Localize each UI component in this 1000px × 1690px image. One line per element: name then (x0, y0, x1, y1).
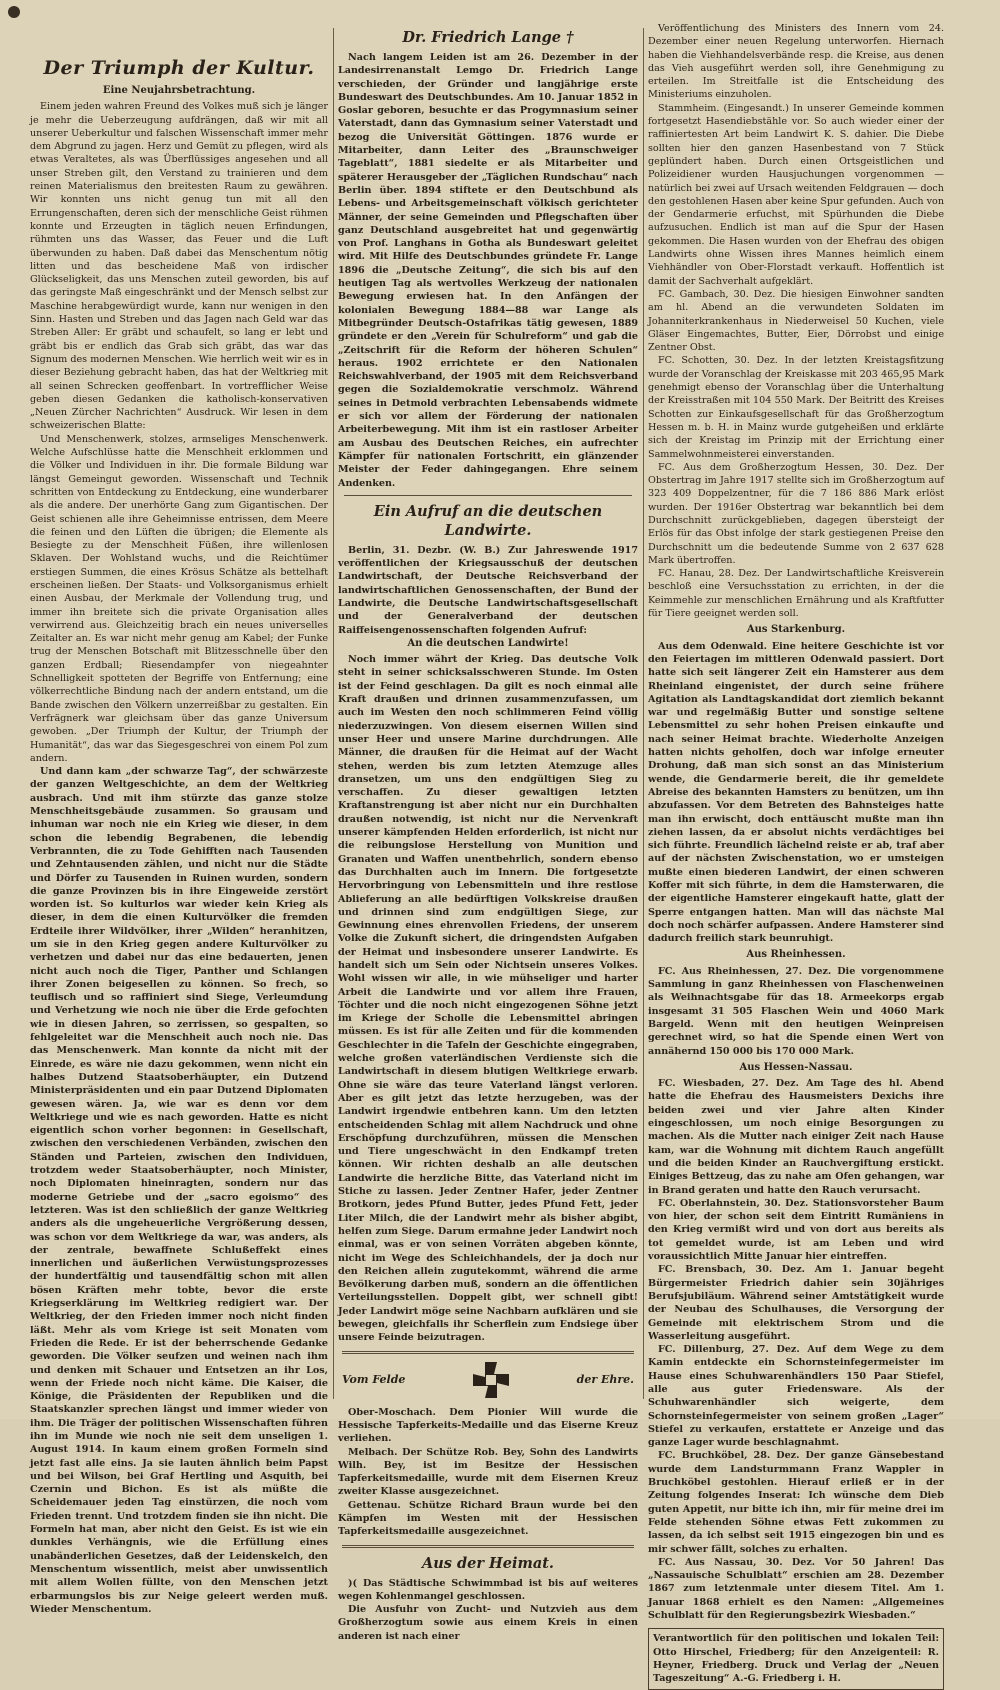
paragraph: FC. Bruchköbel, 28. Dez. Der ganze Gänsebestand wurde dem Landsturmmann Franz Wappler in Bruchköbel gestohlen. Hierauf erließ er in der Zeitung folgendes Inserat: Ich wünsche dem Dieb guten Appetit, nur bitte ich ihn, mir für meine drei im Felde stehenden Söhne etwas Fett zukommen zu lassen, da ich selbst seit 1915 eingezogen bin und es mir schwer fällt, solches zu erhalten. (648, 1450, 944, 1555)
section-heading: Aus Starkenburg. (746, 624, 846, 636)
article-title-aufruf: Ein Aufruf an die deutschen Landwirte. (373, 502, 603, 539)
paragraph: FC. Brensbach, 30. Dez. Am 1. Januar begeht Bürgermeister Friedrich dahier sein 30jähriges Berufsjubiläum. Während seiner Amtstätigkeit wurde der Neubau des Schulhauses, die Versorgung der Gemeinde mit elektrischem Strom und die Wasserleitung ausgeführt. (648, 1264, 944, 1342)
paragraph: Und Menschenwerk, stolzes, armseliges Menschenwerk. Welche Aufschlüsse hatte die Menschheit erklommen und die Völker und Individuen in ihr. Die formale Bildung war längst Gemeingut geworden. Wissenschaft und Technik schritten von Entdeckung zu Entdeckung, eine wunderbarer als die andere. Der unerhörte Gang zum Gigantischen. Der Geist schienen alle ihre Geheimnisse entrissen, dem Meere die feinen und den Lüften die übrigen; die Elemente als Besiegte zu der Menschheit Füßen, ihre willenlosen Sklaven. Der Wohlstand wuchs, und die Reichtümer erstiegen Summen, die eines Krösus Schätze als bettelhaft erscheinen ließen. Der Staats- und Volksorganismus erhielt einen Ausbau, der Merkmale der Vollendung trug, und immer ihn breitete sich die private Organisation alles verwirrend aus. Gleichzeitig brach ein neues universelles Zeitalter an. Es war nicht mehr genug am Kabel; der Funke trug der Menschen Botschaft mit Blitzesschnelle über den ganzen Erdball; Riesendampfer von niegeahnter Schnelligkeit spotteten der Begriffe von Entfernung; eine völkerrechtliche Bindung nach der andern entstand, um die Bande zwischen den Völkern unzerreißbar zu gestalten. Ein Verfrägnerk war gleichsam über das ganze Universum gewoben. „Der Triumph der Kultur, der Triumph der Humanität“, das war das Siegesgeschrei von einem Pol zum andern. (30, 433, 328, 764)
honor-heading-right: der Ehre. (576, 1372, 634, 1386)
paragraph: )( Das Städtische Schwimmbad ist bis auf weiteres wegen Kohlenmangel geschlossen. (338, 1577, 638, 1602)
paragraph: FC. Oberlahnstein, 30. Dez. Stationsvorsteher Baum von hier, der schon seit dem Eintritt Rumäniens in den Krieg vermißt wird und von dort aus bereits als tot gemeldet wurde, ist am Leben und wird voraussichtlich Mitte Januar hier eintreffen. (648, 1197, 944, 1263)
iron-cross-icon (471, 1360, 511, 1400)
paragraph: FC. Aus Nassau, 30. Dez. Vor 50 Jahren! Das „Nassauische Schulblatt“ erschien am 28. Dezember 1867 zum letztenmale unter diesem Titel. Am 1. Januar 1868 erhielt es den Namen: „Allgemeines Schulblatt für den Regierungsbezirk Wiesbaden.“ (648, 1556, 944, 1622)
divider (342, 1351, 634, 1354)
paragraph: Die Ausfuhr von Zucht- und Nutzvieh aus dem Großherzogtum sowie aus einem Kreis in einen anderen ist nach einer (338, 1604, 638, 1642)
paragraph: Berlin, 31. Dezbr. (W. B.) Zur Jahreswende 1917 veröffentlichen der Kriegsausschuß der deutschen Landwirtschaft, der Deutsche Reichsverband der landwirtschaftlichen Genossenschaften, der Bund der Landwirte, die Deutsche Landwirtschaftsgesellschaft und der Generalverband der deutschen Raiffeisengenossenschaften folgenden Aufruf: (338, 544, 638, 636)
divider (344, 495, 632, 496)
paragraph: Melbach. Der Schütze Rob. Bey, Sohn des Landwirts Wilh. Bey, ist im Besitze der Hessischen Tapferkeitsmedaille, wurde mit dem Eisernen Kreuz zweiter Klasse ausgezeichnet. (338, 1446, 638, 1498)
honor-heading-left: Vom Felde (342, 1372, 406, 1386)
paragraph: Aus dem Odenwald. Eine heitere Geschichte ist vor den Feiertagen im mittleren Odenwald passiert. Dort hatte sich seit längerer Zeit ein Hamsterer aus dem Rheinland eingenistet, der durch seine frühere Agitation als Landtagskandidat dort ziemlich bekannt war und regelmäßig Butter und sonstige seltene Lebensmittel zu sehr hohen Preisen einkaufte und nach seiner Heimat brachte. Wiederholte Anzeigen hatten nichts geholfen, doch war infolge erneuter Drohung, daß man sich sonst an das Ministerium wende, die Gendarmerie bereit, die ihr gemeldete Abreise des bekannten Hamsters zu benützen, um ihn abzufassen. Vor dem Betreten des Bahnsteiges hatte man ihn erwischt, doch enttäuscht mußte man ihn ziehen lassen, da er absolut nichts verdächtiges bei sich führte. Freundlich lächelnd reiste er ab, traf aber auf der nächsten Zwischenstation, wo er umsteigen mußte einen biederen Landwirt, der einen schweren Koffer mit sich führte, in dem die Hamsterwaren, die der eigentliche Hamsterer eingekauft hatte, glatt der Sperre entgangen hatten. Man will das nächste Mal doch noch schärfer aufpassen. Andere Hamsterer sind dadurch freilich stark beunruhigt. (648, 640, 944, 945)
punch-hole (8, 6, 20, 18)
paragraph: Gettenau. Schütze Richard Braun wurde bei den Kämpfen im Westen mit der Hessischen Tapferkeitsmedaille ausgezeichnet. (338, 1499, 638, 1538)
paragraph: Und dann kam „der schwarze Tag“, der schwärzeste der ganzen Weltgeschichte, an dem der Weltkrieg ausbrach. Und mit ihm stürzte das ganze stolze Menschheitsgebäude zusammen. So grausam und inhuman war noch nie ein Krieg wie dieser, in dem schon die lebendig Begrabenen, die lebendig Verbrannten, die zu Tode Gehifften nach Tausenden und Zehntausenden zählen, und nicht nur die Städte und Dörfer zu Tausenden in Ruinen wurden, sondern die ganze Provinzen bis in ihre Eingeweide zerstört worden ist. So kulturlos war wieder kein Krieg als dieser, in dem die einen Kulturvölker die fremden Erdteile ihrer Wildvölker, ihrer „Wilden“ heranhitzen, um sie in den Krieg gegen andere Kulturvölker zu verhetzen und dabei nur das eine bedauerten, jenen nicht auch noch die Tiger, Panther und Schlangen ihrer Zonen beigesellen zu können. So frech, so teuflisch und so raffiniert sind Siege, Verleumdung und Verhetzung wie noch nie über die Erde gefochten wie in diesen Jahren, so zerrissen, so gespalten, so fehlgeleitet war die Menschheit auch noch nie. Das das Menschenwerk. Man konnte da nicht mit der Einrede, es wäre nie dazu gekommen, wenn nicht ein halbes Dutzend Staatsoberhäupter, ein Dutzend Ministerpräsidenten und ein paar Dutzend Diplomaten gewesen wären. Ja, wie war es denn vor dem Weltkriege und wie es nach geworden. Hatte es nicht eigentlich schon vorher begonnen: in Gesellschaft, zwischen den verschiedenen Verbänden, zwischen den Ständen und Parteien, zwischen den Individuen, trotzdem weder Staatsoberhäupter, noch Minister, noch Diplomaten hineinragten, sondern nur das moderne Getriebe und der „sacro egoismo“ des letzteren. Was ist den schließlich der ganze Weltkrieg anders als die ungeheuerliche Vergrößerung dessen, was schon vor dem Weltkriege da war, was anders, als der zentrale, bewaffnete Schlußeffekt eines innerlichen und äußerlichen Verwüstungsprozesses der hundertfältig und tausendfältig schon mit allen bösen Kräften mehr tobte, bevor die erste Kriegserklärung im Weltkrieg redigiert war. Der Weltkrieg, der den Frieden immer noch nicht finden läßt. Mehr als vom Kriege ist seit Monaten vom Frieden die Rede. Er ist der beherrschende Gedanke geworden. Die Völker seufzen und weinen nach ihm und denken mit Schauer und Entsetzen an ihr Los, wenn der Friede noch nicht käme. Die Kaiser, die Könige, die Präsidenten der Republiken und die Staatskanzler sprechen längst und immer wieder von ihm. Die Träger der politischen Wissenschaften führen ihn im Munde wie noch nie seit dem unseligen 1. August 1914. In kaum einem großen Formeln sind jetzt fast alle eins. Ja sie lauten ähnlich beim Papst und bei Wilson, bei Graf Hertling und Asquith, bei Czernin und Bichon. Es ist als müßte die Scheidemauer jeden Tag einstürzen, die noch vom Frieden trennt. Und trotzdem finden sie ihn nicht. Die Formeln hat man, aber nicht den Geist. Es ist wie ein dunkles Verhängnis, wie die Erfüllung eines unabänderlichen Gesetzes, daß der Leidenskelch, den Menschentum wissentlich, meist aber unwissentlich mit allem Wollen füllte, von den Menschen jetzt erbarmungslos bis zur Neige geleert werden muß. Wieder Menschentum. (30, 766, 328, 1615)
paragraph: Nach langem Leiden ist am 26. Dezember in der Landesirrenanstalt Lemgo Dr. Friedrich Lange verschieden, der Gründer und langjährige erste Bundeswart des Deutschbundes. Am 10. Januar 1852 in Goslar geboren, besuchte er das Progymnasium seiner Vaterstadt, dann das Gymnasium seiner Vaterstadt und bezog die Universität Göttingen. 1876 wurde er Mitarbeiter, dann Leiter des „Braunschweiger Tageblatt“, 1881 siedelte er als Mitarbeiter und späterer Herausgeber der „Täglichen Rundschau“ nach Berlin über. 1894 stiftete er den Deutschbund als Lebens- und Arbeitsgemeinschaft völkisch gerichteter Männer, der seine Gemeinden und Pflegschaften über ganz Deutschland ausgebreitet hat und gegenwärtig von Prof. Langhans in Gotha als Bundeswart geleitet wird. Mit Hilfe des Deutschbundes gründete Fr. Lange 1896 die „Deutsche Zeitung“, die sich bis auf den heutigen Tag als wertvolles Werkzeug der nationalen Bewegung erwiesen hat. In den Anfängen der kolonialen Bewegung 1884—88 war Lange als Mitbegründer Deutsch-Ostafrikas tätig gewesen, 1889 gründete er den „Verein für Schulreform“ und gab die „Zeitschrift für die Reform der höheren Schulen“ heraus. 1902 errichtete er den Nationalen Reichswahlverband, der 1905 mit dem Reichsverband gegen die Sozialdemokratie verschmolz. Während seines in Detmold verbrachten Lebensabends widmete er sich vor allem der Förderung der nationalen Arbeiterbewegung. Mit ihm ist ein rastloser Arbeiter am Ausbau des Deutschen Reiches, ein aufrechter Kämpfer für nationalen Fortschritt, ein glänzender Meister der Feder dahingegangen. Ehre seinem Andenken. (338, 52, 638, 489)
paragraph: Noch immer währt der Krieg. Das deutsche Volk steht in seiner schicksalsschweren Stunde. Im Osten ist der Feind geschlagen. Da gilt es noch einmal alle Kraft draußen und drinnen zusammenzufassen, um auch im Westen den noch schlimmeren Feind völlig niederzuzwingen. Von diesem eisernen Willen sind unser Heer und unsere Marine durchdrungen. Alle Männer, die draußen für die Heimat auf der Wacht stehen, werden bis zum letzten Atemzuge alles dransetzen, um uns den endgültigen Sieg zu verschaffen. Zu dieser gewaltigen letzten Kraftanstrengung ist aber nicht nur ein Durchhalten draußen notwendig, ist nicht nur die Nervenkraft unserer kämpfenden Helden erforderlich, ist nicht nur die reibungslose Herstellung von Munition und Granaten und Waffen unentbehrlich, sondern ebenso das Durchhalten auch im Innern. Die fortgesetzte Hervorbringung von Lebensmitteln und ihre restlose Ablieferung an alle bedürftigen Volkskreise draußen und drinnen sind zum endgültigen Siege, zur Gewinnung eines ehrenvollen Friedens, der unserem Volke die Zukunft sichert, die dringendsten Aufgaben der Heimat und insbesondere unserer Landwirte. Es handelt sich um Sein oder Nichtsein unseres Volkes. Wohl wissen wir alle, in wie mühseliger und harter Arbeit die Landwirte und vor allem ihre Frauen, Töchter und die noch nicht eingezogenen Söhne jetzt im Kriege der Scholle die Lebensmittel abringen müssen. Es ist für alle Zeiten und für die kommenden Geschlechter in die Tafeln der Geschichte eingegraben, welche großen vaterländischen Verdienste sich die Landwirtschaft in diesem blutigen Weltkriege erwarb. Ohne sie wäre das teure Vaterland längst verloren. Aber es gilt jetzt das letzte herzugeben, was der Landwirt irgendwie entbehren kann. Um den letzten entscheidenden Schlag mit allem Nachdruck und ohne Erschöpfung durchzuführen, müssen die Menschen und Tiere ungeschwächt in den Endkampf treten können. Wir richten deshalb an alle deutschen Landwirte die herzliche Bitte, das Vaterland nicht im Stiche zu lassen. Jeder Zentner Hafer, jeder Zentner Brotkorn, jedes Pfund Butter, jedes Pfund Fett, jeder Liter Milch, die der Landwirt mehr als bisher abgibt, helfen zum Siege. Darum ermahne jeder Landwirt noch einmal, was er von seinen Vorräten abgeben könnte, nicht im Wege des Schleichhandels, der ja doch nur den Reichen allein zugutekommt, während die arme Bevölkerung darben muß, sondern an die öffentlichen Verteilungsstellen. Doppelt gibt, wer schnell gibt! Jeder Landwirt möge seine Nachbarn aufklären und sie bewegen, gleichfalls ihr Scherflein zum Endsiege über unsere Feinde beizutragen. (338, 654, 638, 1344)
divider (342, 1545, 634, 1548)
paragraph: Stammheim. (Eingesandt.) In unserer Gemeinde kommen fortgesetzt Hasendiebstähle vor. So auch wieder einer der raffiniertesten Art beim Landwirt K. S. dahier. Die Diebe sollten hier den ganzen Hasenbestand von 7 Stück geplündert haben. Durch einen Ortsgeistlichen und Polizeidiener wurden Hausjuchungen vorgenommen — natürlich bei zwei auf Ursach weitenden Feldgrauen — doch den gestohlenen Hasen aber keine Spur gefunden. Auch von der Gendarmerie erfuchst, mit Spürhunden die Diebe aufzusuchen. Endlich ist man auf die Spur der Hasen gekommen. Die Hasen wurden von der Ehefrau des obigen Landwirts ohne Wissen ihres Mannes heimlich einem Viehhändler von Ober-Florstadt verkauft. Hoffentlich ist damit der Sachverhalt aufgeklärt. (648, 102, 944, 287)
article-subtitle: Eine Neujahrsbetrachtung. (102, 85, 256, 96)
article-title-triumph: Der Triumph der Kultur. (43, 57, 315, 79)
paragraph: FC. Aus dem Großherzogtum Hessen, 30. Dez. Der Obstertrag im Jahre 1917 stellte sich im Großherzogtum auf 323 409 Doppelzentner, für die 7 186 886 Mark erlöst wurden. Der 1916er Obstertrag war bekanntlich bei dem Durchschnitt zurückgeblieben, dagegen übersteigt der Erlös für das Obst infolge der stark gestiegenen Preise den Durchschnitt um die bedeutende Summe von 2 637 628 Mark übertroffen. (648, 461, 944, 566)
paragraph: Veröffentlichung des Ministers des Innern vom 24. Dezember einer neuen Regelung unterworfen. Hiernach haben die Viehhandelsverbände resp. die Kreise, aus denen das Vieh ausgeführt werden soll, ihre Genehmigung zu erteilen. Im Streitfalle ist die Entscheidung des Ministeriums einzuholen. (648, 23, 944, 101)
column-divider (333, 28, 334, 1399)
column-divider (643, 28, 644, 1399)
paragraph: FC. Dillenburg, 27. Dez. Auf dem Wege zu dem Kamin entdeckte ein Schornsteinfegermeister im Hause eines Schuhwarenhändlers 150 Paar Stiefel, alle aus guter Friedensware. Als der Schuhwarenhändler sich weigerte, dem Schornsteinfegermeister von seinem großen „Lager“ Stiefel zu verkaufen, erstattete er Anzeige und das ganze Lager wurde beschlagnahmt. (648, 1344, 944, 1449)
section-heading: Aus Rheinhessen. (746, 949, 846, 961)
paragraph: Einem jeden wahren Freund des Volkes muß sich je länger je mehr die Ueberzeugung aufdrängen, daß wir mit all unserer Ueberkultur und falschen Wissenschaft immer mehr dem Abgrund zu jagen. Herz und Gemüt zu pflegen, wird als etwas Veraltetes, als was Überflüssiges angesehen und all unser Streben gilt, den Verstand zu trainieren und dem reinen Materialismus den breitesten Raum zu gewähren. Wir konnten uns nicht genug tun mit all den Errungenschaften, deren sich der menschliche Geist rühmen konnte und Erzeugten in täglich neuen Erfindungen, rühmten uns das Wasser, das Feuer und die Luft überwunden zu haben. Daß dabei das Menschentum nötig litten und das bescheidene Maß von irdischer Glückseligkeit, das uns Menschen zuteil geworden, bis auf das geringste Maß eingeschränkt und der Mensch selbst zur Maschine herabgewürdigt wurde, kann nur wenigen in den Sinn. Hasten und Streben und das Jagen nach Geld war das Streben Aller: Er gräbt und schaufelt, so lang er lebt und gräbt bis er endlich das Grab sich gräbt, das war das Signum des modernen Menschen. Wie herrlich weit wir es in dieser Beziehung gebracht haben, das hat der Weltkrieg mit all seinen Schrecken geoffenbart. In vortrefflicher Weise geben diesen Gedanken die katholisch-konservativen „Neuen Zürcher Nachrichten“ Ausdruck. Wir lesen in dem schweizerischen Blatte: (30, 101, 328, 432)
article-title-lange: Dr. Friedrich Lange † (402, 29, 574, 46)
imprint: Verantwortlich für den politischen und lokalen Teil: Otto Hirschel, Friedberg; für den Anzeigenteil: R. Heyner, Friedberg. Druck und Verlag der „Neuen Tageszeitung“ A.-G. Friedberg i. H. (648, 1628, 944, 1689)
paragraph: FC. Hanau, 28. Dez. Der Landwirtschaftliche Kreisverein beschloß eine Versuchsstation zu errichten, in der die Keimmehle zur menschlichen Ernährung und als Kraftfutter für Tiere geeignet werden soll. (648, 568, 944, 620)
column-1 (30, 22, 328, 1615)
section-heading: Aus Hessen-Nassau. (739, 1061, 853, 1073)
paragraph: FC. Schotten, 30. Dez. In der letzten Kreistagsfitzung wurde der Voranschlag der Kreiskasse mit 203 465,95 Mark genehmigt ebenso der Voranschlag über die Unterhaltung der Kreisstraßen mit 104 550 Mark. Der Beitritt des Kreises Schotten zur Einkaufsgesellschaft für das Großherzogtum Hessen m. b. H. in Mainz wurde gutgeheißen und erklärte sich der Kreistag im Prinzip mit der Errichtung einer Sammelwohnmeisterei einverstanden. (648, 355, 944, 460)
article-subheading: An die deutschen Landwirte! (407, 637, 569, 649)
section-title-heimat: Aus der Heimat. (422, 1554, 554, 1572)
column-2 (338, 22, 638, 1642)
column-3 (648, 22, 944, 1685)
paragraph: FC. Wiesbaden, 27. Dez. Am Tage des hl. Abend hatte die Ehefrau des Hausmeisters Dexichs ihre beiden zwei und vier Jahre alten Kinder eingeschlossen, um noch einige Besorgungen zu machen. Als die Mutter nach einiger Zeit nach Hause kam, war die Wohnung mit dichtem Rauch angefüllt und die beiden Kinder an Rauchvergiftung erstickt. Einiges Bettzeug, das zu nahe am Ofen gehangen, war in Brand geraten und hatte den Rauch verursacht. (648, 1078, 944, 1196)
honor-heading (342, 1360, 634, 1400)
paragraph: FC. Aus Rheinhessen, 27. Dez. Die vorgenommene Sammlung in ganz Rheinhessen von Flaschenweinen als Weihnachtsgabe für das 18. Armeekorps ergab insgesamt 31 505 Flaschen Wein und 4060 Mark Bargeld. Wenn mit den heutigen Weinpreisen gerechnet wird, so hat die Spende einen Wert von annähernd 150 000 bis 170 000 Mark. (648, 965, 944, 1057)
paragraph: FC. Gambach, 30. Dez. Die hiesigen Einwohner sandten am hl. Abend an die verwundeten Soldaten im Johanniterkrankenhaus in Niederweisel 50 Kuchen, viele Gläser Eingemachtes, Butter, Eier, Dörrobst und einige Zentner Obst. (648, 288, 944, 354)
paragraph: Ober-Moschach. Dem Pionier Will wurde die Hessische Tapferkeits-Medaille und das Eiserne Kreuz verliehen. (338, 1406, 638, 1445)
